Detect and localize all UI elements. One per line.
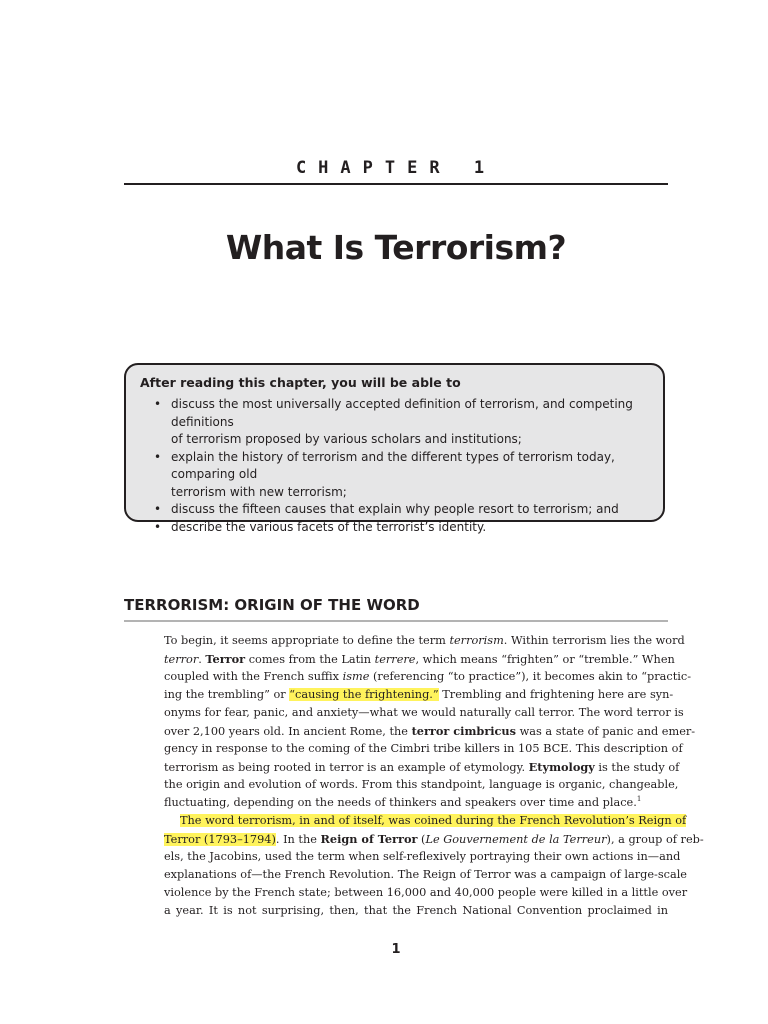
- chapter-title: What Is Terrorism?: [225, 228, 567, 267]
- objectives-heading: After reading this chapter, you will be able to: [140, 375, 461, 390]
- text-line: a year. It is not surprising, then, that the French National Convention proclaimed in: [164, 904, 668, 917]
- text-run: coupled with the French suffix: [164, 670, 343, 683]
- section-heading: TERRORISM: ORIGIN OF THE WORD: [124, 596, 420, 614]
- text-line: [164, 686, 674, 704]
- text-run: comes from the Latin: [245, 653, 375, 666]
- italic-term: terrorism: [449, 634, 504, 647]
- text-run: (: [417, 833, 426, 846]
- objective-item: [140, 519, 649, 537]
- objectives-list: [140, 396, 649, 536]
- bullet-icon: •: [154, 502, 162, 516]
- objective-line: of terrorism proposed by various scholars and institutions;: [171, 432, 522, 446]
- text-run: was a state of panic and emer-: [516, 725, 696, 738]
- text-line: explanations of—the French Revolution. The Reign of Terror was a campaign of large-scale: [164, 868, 687, 881]
- objective-line: describe the various facets of the terrorist’s identity.: [171, 519, 487, 534]
- footnote-marker: 1: [636, 795, 642, 804]
- text-run: , which means “frighten” or “tremble.” When: [415, 653, 675, 666]
- text-line: gency in response to the coming of the Cimbri tribe killers in 105 BCE. This description of: [164, 742, 683, 755]
- text-run: . In the: [275, 833, 321, 846]
- bullet-icon: •: [154, 397, 162, 411]
- key-term: Terror: [205, 652, 246, 666]
- italic-term: isme: [342, 670, 370, 683]
- italic-term: terrere: [374, 653, 416, 666]
- objective-line: discuss the fifteen causes that explain why people resort to terrorism; and: [171, 502, 619, 516]
- text-run: (referencing “to practice”), it becomes akin to “practic-: [369, 670, 692, 683]
- text-run: terrorism as being rooted in terror is an example of etymology.: [164, 761, 529, 774]
- text-line: the origin and evolution of words. From this standpoint, language is organic, changeable,: [164, 778, 679, 791]
- objective-line: terrorism with new terrorism;: [171, 484, 347, 499]
- text-run: over 2,100 years old. In ancient Rome, the: [164, 725, 412, 738]
- text-line: [164, 650, 675, 668]
- text-run: ), a group of reb-: [606, 833, 704, 846]
- key-term: Reign of Terror: [320, 832, 418, 846]
- body-text: [164, 632, 704, 920]
- objective-item: [140, 396, 649, 449]
- bullet-icon: •: [154, 519, 162, 534]
- text-run: fluctuating, depending on the needs of thinkers and speakers over time and place.: [164, 796, 637, 809]
- text-line: [164, 632, 685, 650]
- page-number: 1: [391, 942, 401, 957]
- text-line: [164, 812, 687, 830]
- highlighted-text: “causing the frightening.”: [289, 688, 439, 701]
- chapter-rule: [124, 183, 668, 185]
- key-term: terror cimbricus: [411, 724, 517, 738]
- text-run: Trembling and frightening here are syn-: [438, 688, 674, 701]
- text-line: [164, 668, 692, 686]
- bullet-icon: •: [154, 449, 162, 464]
- highlighted-text: The word terrorism, in and of itself, was coined during the French Revolution’s Reign of: [180, 814, 687, 827]
- section-rule: [124, 620, 668, 622]
- objective-item: [140, 449, 649, 502]
- objective-line: discuss the most universally accepted definition of terrorism, and competing definitions: [171, 397, 633, 429]
- text-line: [164, 794, 668, 812]
- text-line: [164, 722, 696, 740]
- text-run: .: [198, 653, 206, 666]
- italic-term: terror: [164, 653, 199, 666]
- highlighted-text: Terror (1793–1794): [164, 833, 276, 846]
- learning-objectives-box: [124, 363, 665, 534]
- text-line: onyms for fear, panic, and anxiety—what we would naturally call terror. The word terror is: [164, 706, 684, 719]
- key-term: Etymology: [528, 760, 595, 774]
- text-run: ing the trembling” or: [164, 688, 290, 701]
- text-run: is the study of: [594, 761, 680, 774]
- chapter-label: CHAPTER 1: [295, 158, 497, 178]
- text-line: violence by the French state; between 16,000 and 40,000 people were killed in a little over: [164, 886, 688, 899]
- text-line: [164, 830, 704, 848]
- italic-term: Le Gouvernement de la Terreur: [425, 833, 607, 846]
- text-run: . Within terrorism lies the word: [503, 634, 685, 647]
- text-line: [164, 758, 680, 776]
- objective-line: explain the history of terrorism and the different types of terrorism today, comparing old: [171, 449, 615, 481]
- text-line: els, the Jacobins, used the term when self-reflexively portraying their own actions in—and: [164, 850, 681, 863]
- text-run: To begin, it seems appropriate to define the term: [164, 634, 450, 647]
- objective-item: [140, 501, 649, 519]
